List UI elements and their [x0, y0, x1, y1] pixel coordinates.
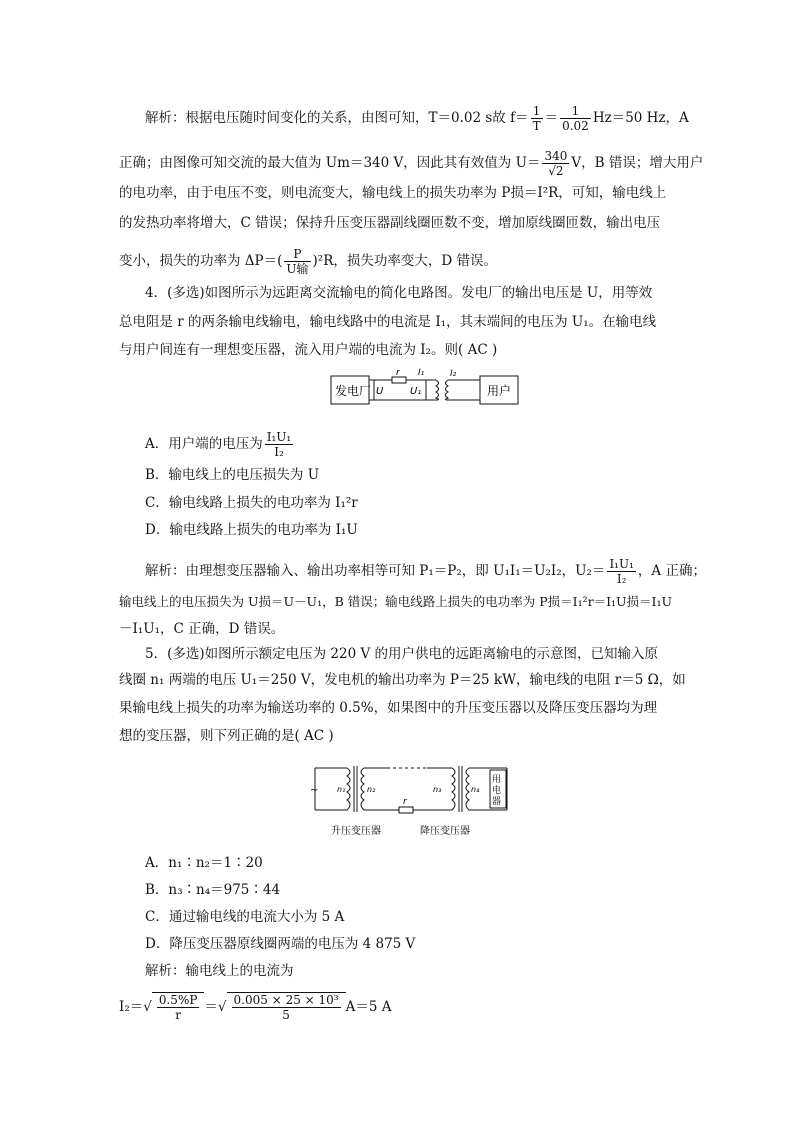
q4-circuit-figure [330, 366, 520, 414]
q5-option-D: D．降压变压器原线圈两端的电压为 4 875 V [145, 936, 416, 952]
fraction: $\frac{\text{0.005 × 25 × 10³}}{5}$ [233, 993, 339, 1022]
q5-stem-3: 果输电线上损失的功率为输送功率的 0.5%，如果图中的升压变压器以及降压变压器均为理 [119, 700, 658, 716]
fraction: P U输 [286, 247, 309, 276]
q4-analysis-2: 输电线上的电压损失为 U损＝U－U₁，B 错误；输电线路上损失的电功率为 P损＝I₁²r＝I₁U损＝I₁U [119, 594, 673, 609]
q4-analysis-1: 解析：由理想变压器输入、输出功率相等可知 P₁＝P₂，即 U₁I₁＝U₂I₂，U₂＝ $\frac{\text{I₁U₁}}{\text{I₂}}$ ，A 正确； [145, 557, 706, 586]
fraction: $\frac{0.5\%P}{r}$ [158, 993, 198, 1022]
load-label-2: 电 [492, 786, 502, 796]
U-label: U [376, 386, 384, 397]
r-label: r [403, 797, 407, 807]
n4-label: n₄ [471, 785, 480, 794]
fraction: $\frac{1}{0.02}$ [562, 104, 589, 133]
q4-stem-1: 4．(多选)如图所示为远距离交流输电的简化电路图。发电厂的输出电压是 U，用等效 [145, 285, 653, 301]
q5-option-B: B．n₃∶n₄＝975∶44 [145, 882, 281, 898]
q4-stem-3: 与用户间连有一理想变压器，流入用户端的电流为 I₂。则( AC ) [119, 342, 498, 358]
q5-option-C: C．通过输电线的电流大小为 5 A [145, 909, 345, 925]
q5-analysis-1: 解析：输电线上的电流为 [145, 963, 294, 979]
q5-stem-4: 想的变压器，则下列正确的是( AC ) [119, 728, 334, 744]
r-label: r [396, 368, 400, 378]
step-up-label: 升压变压器 [331, 826, 381, 837]
q4-option-D: D．输电线路上损失的电功率为 I₁U [145, 522, 358, 538]
q4-option-A: A．用户端的电压为 $\frac{\text{I₁U₁}}{\text{I₂}}$ [145, 430, 292, 459]
n2-label: n₂ [367, 785, 376, 794]
I2-label: I₂ [450, 369, 457, 379]
load-label-1: 用 [492, 775, 502, 785]
I1-label: I₁ [418, 368, 425, 378]
text: 解析：根据电压随时间变化的关系，由图可知，T＝0.02 s故 f＝ [145, 110, 529, 126]
analysis3-line3: 的电功率，由于电压不变，则电流变大，输电线上的损失功率为 P损＝I²R，可知，输电线上 [119, 185, 667, 201]
fraction: $\frac{\text{I₁U₁}}{\text{I₂}}$ [609, 557, 634, 586]
analysis3-line5: 变小，损失的功率为 ΔP＝( P U输 )²R，损失功率变大，D 错误。 [119, 247, 497, 276]
q5-option-A: A．n₁∶n₂＝1∶20 [145, 855, 263, 871]
q5-analysis-2: I₂＝√ $\frac{0.5\%P}{r}$ ＝√ $\frac{\text{0.005 × 25 × 10³}}{5}$ A＝5 A [119, 993, 392, 1022]
U1-label: U₁ [410, 386, 422, 397]
q5-stem-2: 线圈 n₁ 两端的电压 U₁＝250 V，发电机的输出功率为 P＝25 kW，输电线的电阻 r＝5 Ω，如 [119, 672, 686, 688]
step-down-label: 降压变压器 [420, 826, 470, 837]
fraction: $\frac{\text{I₁U₁}}{\text{I₂}}$ [266, 430, 292, 459]
q4-option-B: B．输电线上的电压损失为 U [145, 467, 320, 483]
analysis3-line4: 的发热功率将增大，C 错误；保持升压变压器副线圈匝数不变，增加原线圈匝数，输出电压 [119, 215, 661, 231]
plant-label: 发电厂 [335, 384, 372, 398]
ac-source-label: ~ [310, 785, 319, 796]
load-label-3: 器 [492, 797, 502, 807]
q4-option-C: C．输电线路上损失的电功率为 I₁²r [145, 495, 358, 511]
q4-analysis-3: －I₁U₁，C 正确，D 错误。 [119, 621, 285, 637]
analysis3-line2: 正确；由图像可知交流的最大值为 Um＝340 V，因此其有效值为 U＝ $\frac{340}{√2}$ V，B 错误；增大用户 [119, 149, 704, 178]
q5-transmission-figure [307, 752, 517, 842]
q5-stem-1: 5．(多选)如图所示额定电压为 220 V 的用户供电的远距离输电的示意图，已知输入原 [145, 646, 659, 662]
analysis3-line1: 解析：根据电压随时间变化的关系，由图可知，T＝0.02 s故 f＝ $\frac{1}{T}$ ＝ $\frac{1}{0.02}$ Hz＝50 Hz，A [145, 104, 689, 133]
fraction: $\frac{1}{T}$ [532, 104, 541, 133]
fraction: $\frac{340}{√2}$ [544, 149, 568, 178]
n3-label: n₃ [433, 785, 442, 794]
q4-stem-2: 总电阻是 r 的两条输电线输电，输电线路中的电流是 I₁，其末端间的电压为 U₁。在输电线 [119, 314, 657, 330]
user-label: 用户 [487, 384, 512, 398]
n1-label: n₁ [337, 785, 346, 794]
